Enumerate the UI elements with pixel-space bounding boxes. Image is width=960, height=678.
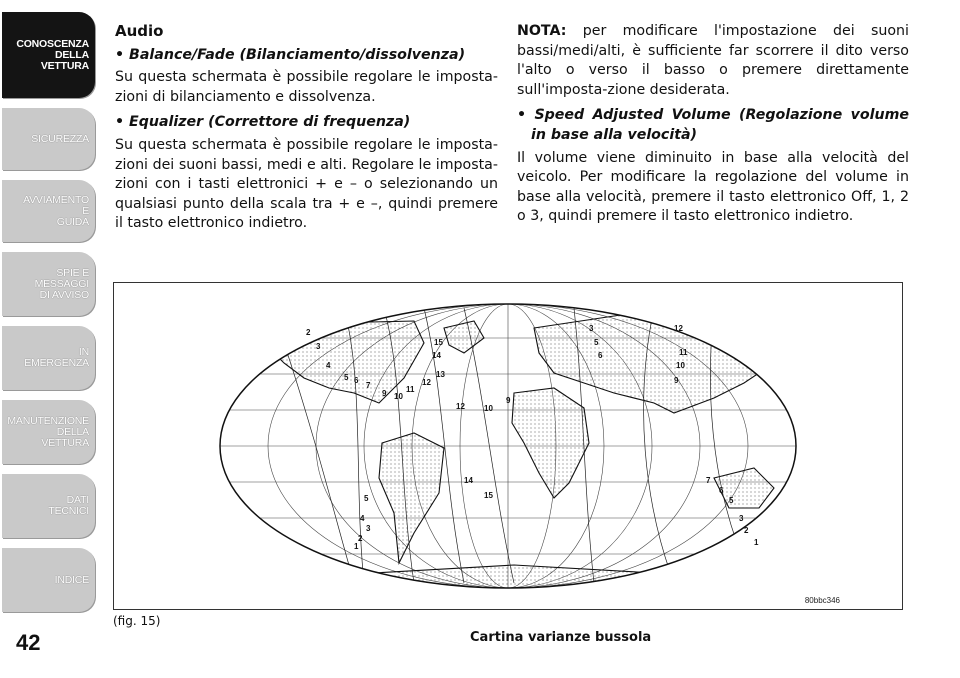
bullet-balance-fade-title: • Balance/Fade (Bilanciamento/dissolvenza) [115, 46, 466, 63]
zone-label: 2 [358, 534, 363, 543]
zone-label: 4 [360, 514, 365, 523]
bullet-speed-volume-text: Il volume viene diminuito in base alla velocità del veicolo. Per modificare la regolazione del volume in base alla velocità, premere il tasto elettronico Off, 1, 2 o 3, quindi premere il tasto elettronico indietro. [517, 149, 909, 225]
zone-label: 9 [506, 396, 511, 405]
tab-emergenza[interactable]: IN EMERGENZA [2, 326, 95, 390]
tab-sicurezza[interactable]: SICUREZZA [2, 108, 95, 170]
compass-variance-map [113, 282, 903, 610]
zone-label: 2 [744, 526, 749, 535]
zone-label: 6 [354, 376, 359, 385]
tab-manutenzione[interactable]: MANUTENZIONE DELLA VETTURA [2, 400, 95, 464]
zone-label: 5 [594, 338, 599, 347]
zone-label: 10 [394, 392, 403, 401]
zone-label: 12 [456, 402, 465, 411]
figure-caption: Cartina varianze bussola [470, 630, 652, 645]
zone-label: 5 [344, 373, 349, 382]
section-heading: Audio [115, 22, 164, 40]
bullet-equalizer-text: Su questa schermata è possibile regolare le imposta-zioni dei suoni bassi, medi e alti. Regolare le imposta-zioni con i tasti elettronici + e – o selezionando un qualsiasi punto della scala tra + e –, quindi premere il tasto elettronico indietro. [115, 136, 498, 232]
zone-label: 6 [598, 351, 603, 360]
zone-label: 5 [729, 496, 734, 505]
zone-label: 3 [316, 342, 321, 351]
zone-label: 10 [676, 361, 685, 370]
zone-label: 15 [434, 338, 443, 347]
nota-label: NOTA: [517, 23, 567, 39]
zone-label: 12 [422, 378, 431, 387]
zone-label: 7 [366, 381, 371, 390]
zone-label: 3 [366, 524, 371, 533]
figure-label: (fig. 15) [113, 614, 161, 628]
zone-label: 4 [326, 361, 331, 370]
zone-label: 13 [436, 370, 445, 379]
zone-label: 14 [464, 476, 473, 485]
tab-avviamento-guida[interactable]: AVVIAMENTO E GUIDA [2, 180, 95, 242]
tab-spie-messaggi[interactable]: SPIE E MESSAGGI DI AVVISO [2, 252, 95, 316]
zone-label: 12 [674, 324, 683, 333]
figure-code: 80bbc346 [804, 596, 840, 605]
tab-conoscenza-vettura[interactable]: CONOSCENZA DELLA VETTURA [2, 12, 95, 98]
zone-label: 3 [739, 514, 744, 523]
zone-label: 14 [432, 351, 441, 360]
zone-label: 3 [589, 324, 594, 333]
tab-indice[interactable]: INDICE [2, 548, 95, 612]
zone-label: 10 [484, 404, 493, 413]
zone-label: 11 [406, 385, 415, 394]
zone-label: 9 [382, 389, 387, 398]
zone-label: 9 [674, 376, 679, 385]
tab-dati-tecnici[interactable]: DATI TECNICI [2, 474, 95, 538]
world-map-illustration [114, 283, 902, 609]
zone-label: 15 [484, 491, 493, 500]
zone-label: 5 [364, 494, 369, 503]
bullet-speed-volume-title: • Speed Adjusted Volume (Regolazione volume in base alla velocità) [517, 107, 909, 143]
zone-label: 6 [719, 486, 724, 495]
map-continents [264, 313, 774, 588]
left-column [115, 22, 498, 237]
zone-label: 1 [754, 538, 759, 547]
zone-label: 2 [306, 328, 311, 337]
nota-text: per modificare l'impostazione dei suoni bassi/medi/alti, è sufficiente far scorrere il dito verso l'alto o verso il basso o premere direttamente sull'imposta-zione desiderata. [517, 23, 909, 98]
nota-paragraph [517, 22, 909, 100]
bullet-equalizer-title: • Equalizer (Correttore di frequenza) [115, 114, 411, 131]
sidebar-tabs [0, 0, 100, 640]
page-number: 42 [16, 630, 41, 655]
bullet-balance-fade-text: Su questa schermata è possibile regolare le imposta-zioni di bilanciamento e dissolvenza. [115, 69, 498, 105]
right-column [517, 22, 909, 230]
zone-label: 1 [354, 542, 359, 551]
zone-label: 11 [679, 348, 688, 357]
zone-label: 7 [706, 476, 711, 485]
